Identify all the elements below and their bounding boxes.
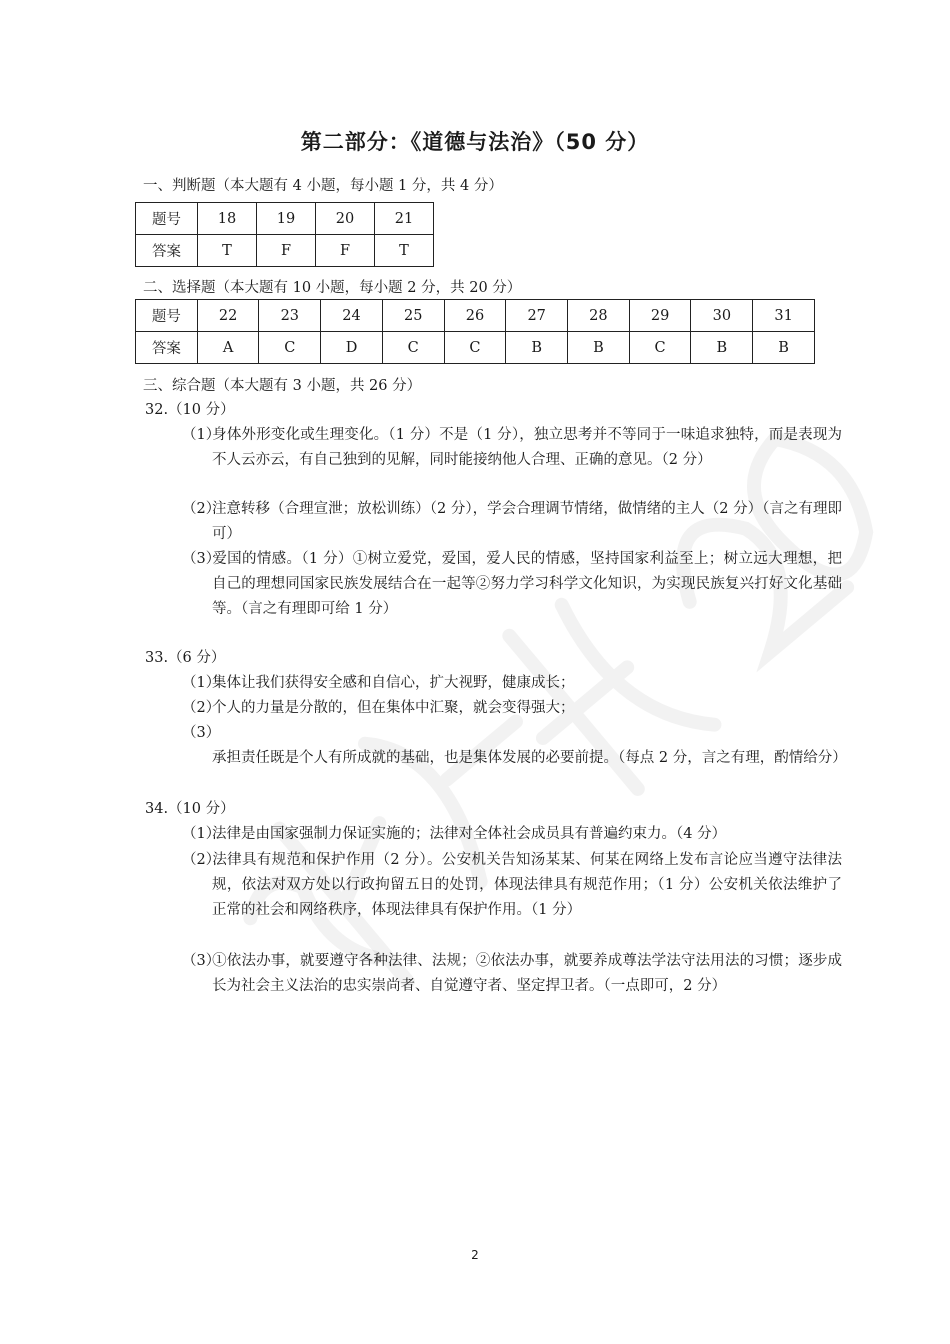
true-false-answer-table <box>135 202 434 267</box>
question-number: 31 <box>753 300 815 332</box>
item-text: 法律是由国家强制力保证实施的；法律对全体社会成员具有普遍约束力。（4 分） <box>212 826 727 842</box>
q32-item-1 <box>182 423 842 473</box>
row-label: 答案 <box>136 235 198 267</box>
question-number: 25 <box>382 300 444 332</box>
answer-cell: C <box>629 332 691 364</box>
item-number: （1） <box>182 675 221 691</box>
question-number: 22 <box>197 300 259 332</box>
section1-heading: 一、判断题（本大题有 4 小题，每小题 1 分，共 4 分） <box>143 178 503 194</box>
item-number: （1） <box>182 427 221 443</box>
answer-cell: T <box>198 235 257 267</box>
answer-cell: B <box>568 332 630 364</box>
row-label: 题号 <box>136 203 198 235</box>
item-text: 法律具有规范和保护作用（2 分）。公安机关告知汤某某、何某在网络上发布言论应当遵守法律法规，依法对双方处以行政拘留五日的处罚，体现法律具有规范作用；（1 分）公安机关依法维护了正常的社会和网络秩序，体现法律具有保护作用。（1 分） <box>212 852 842 918</box>
page-number: 2 <box>471 1248 479 1262</box>
item-number: （2） <box>182 501 221 517</box>
answer-cell: B <box>691 332 753 364</box>
item-text: 爱国的情感。（1 分）①树立爱党，爱国，爱人民的情感，坚持国家利益至上；树立远大理想，把自己的理想同国家民族发展结合在一起等②努力学习科学文化知识，为实现民族复兴打好文化基础等。（言之有理即可给 1 分） <box>212 551 842 617</box>
multiple-choice-answer-table <box>135 299 815 364</box>
page-title: 第二部分：《道德与法治》（50 分） <box>300 130 650 154</box>
item-text: 注意转移（合理宣泄；放松训练）（2 分），学会合理调节情绪，做情绪的主人（2 分）（言之有理即可） <box>212 501 842 542</box>
q33-item-1 <box>182 671 842 696</box>
answer-cell: T <box>375 235 434 267</box>
answer-cell: C <box>259 332 321 364</box>
item-number: （1） <box>182 826 221 842</box>
question-number: 28 <box>568 300 630 332</box>
item-text: 个人的力量是分散的，但在集体中汇聚，就会变得强大； <box>212 700 575 716</box>
answer-cell: C <box>444 332 506 364</box>
answer-cell: F <box>316 235 375 267</box>
item-text: 承担责任既是个人有所成就的基础，也是集体发展的必要前提。（每点 2 分，言之有理，酌情给分） <box>212 750 847 766</box>
question-34-label: 34.（10 分） <box>145 801 235 817</box>
item-number: （3） <box>182 551 221 567</box>
question-number: 27 <box>506 300 568 332</box>
section2-heading: 二、选择题（本大题有 10 小题，每小题 2 分，共 20 分） <box>143 280 522 296</box>
question-number: 23 <box>259 300 321 332</box>
row-label: 答案 <box>136 332 198 364</box>
answer-cell: C <box>382 332 444 364</box>
section3-heading: 三、综合题（本大题有 3 小题，共 26 分） <box>143 378 422 394</box>
q34-item-1 <box>182 822 842 847</box>
item-number: （3） <box>182 725 221 741</box>
question-number: 26 <box>444 300 506 332</box>
question-number: 21 <box>375 203 434 235</box>
item-number: （2） <box>182 852 221 868</box>
q32-item-2 <box>182 497 842 547</box>
item-number: （3） <box>182 953 221 969</box>
answer-cell: B <box>506 332 568 364</box>
table-row <box>136 203 434 235</box>
question-32-label: 32.（10 分） <box>145 402 235 418</box>
question-number: 30 <box>691 300 753 332</box>
table-row <box>136 235 434 267</box>
question-number: 20 <box>316 203 375 235</box>
answer-cell: B <box>753 332 815 364</box>
question-number: 29 <box>629 300 691 332</box>
answer-cell: A <box>197 332 259 364</box>
q33-item-2 <box>182 696 842 721</box>
question-33-label: 33.（6 分） <box>145 650 226 666</box>
q34-item-3 <box>182 949 842 999</box>
question-number: 24 <box>321 300 383 332</box>
item-text: 身体外形变化或生理变化。（1 分）不是（1 分），独立思考并不等同于一味追求独特，而是表现为不人云亦云，有自己独到的见解，同时能接纳他人合理、正确的意见。（2 分） <box>212 427 842 468</box>
question-number: 18 <box>198 203 257 235</box>
q33-item-3 <box>182 721 847 771</box>
q32-item-3 <box>182 547 842 622</box>
question-number: 19 <box>257 203 316 235</box>
row-label: 题号 <box>136 300 198 332</box>
table-row <box>136 332 815 364</box>
answer-cell: D <box>321 332 383 364</box>
table-row <box>136 300 815 332</box>
item-text: 集体让我们获得安全感和自信心，扩大视野，健康成长； <box>212 675 575 691</box>
q34-item-2 <box>182 848 842 923</box>
answer-cell: F <box>257 235 316 267</box>
item-number: （2） <box>182 700 221 716</box>
item-text: ①依法办事，就要遵守各种法律、法规；②依法办事，就要养成尊法学法守法用法的习惯；逐步成长为社会主义法治的忠实崇尚者、自觉遵守者、坚定捍卫者。（一点即可，2 分） <box>212 953 842 994</box>
